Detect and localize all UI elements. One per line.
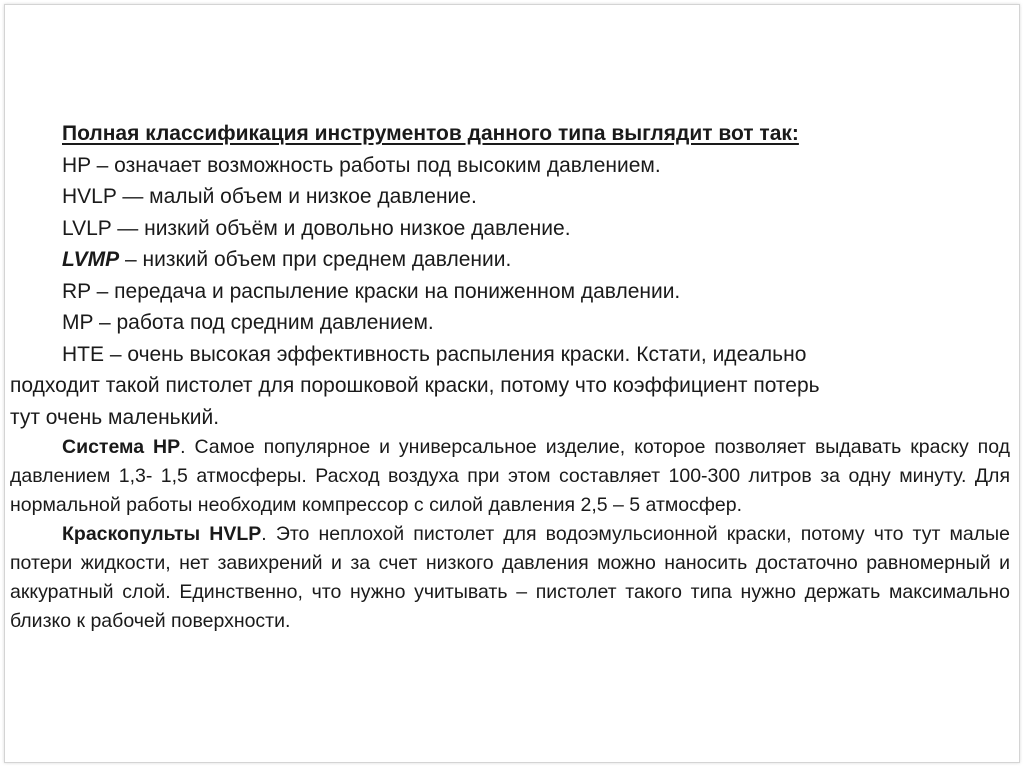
- list-item-text: – низкий объем при среднем давлении.: [119, 248, 512, 271]
- list-item-rp: [10, 276, 1010, 308]
- list-item-hvlp: [10, 181, 1010, 213]
- paragraph-term: Система HP: [62, 436, 181, 458]
- slide-body: [10, 118, 1010, 636]
- paragraph-hp-system: [10, 433, 1010, 520]
- list-item-text: MP – работа под средним давлением.: [62, 311, 434, 334]
- hte-line-2: подходит такой пистолет для порошковой краски, потому что коэффициент потерь: [10, 374, 820, 397]
- list-item-text: RP – передача и распыление краски на пониженном давлении.: [62, 279, 681, 303]
- list-item-mp: [10, 307, 1010, 339]
- list-item-hp: [10, 150, 1010, 182]
- hte-line-1: HTE – очень высокая эффективность распыления краски. Кстати, идеально: [62, 342, 807, 366]
- heading: Полная классификация инструментов данного типа выглядит вот так:: [62, 122, 799, 145]
- list-item-term: LVMP: [62, 248, 120, 271]
- paragraph-hvlp: [10, 520, 1010, 636]
- list-item-text: HVLP — малый объем и низкое давление.: [62, 185, 477, 208]
- paragraph-term: Краскопульты HVLP: [62, 523, 262, 545]
- hte-line-3: тут очень маленький.: [10, 405, 220, 429]
- list-item-lvmp: [10, 244, 1010, 276]
- list-item-text: LVLP — низкий объём и довольно низкое давление.: [62, 216, 571, 240]
- paragraph-text: . Самое популярное и универсальное изделие, которое позволяет выдавать краску под давлением 1,3- 1,5 атмосферы. Расход воздуха при этом составляет 100-300 литров за одну минуту. Для нормальной работы необходим компрессор с силой давления 2,5 – 5 атмосфер.: [10, 436, 1010, 516]
- paragraph-text: . Это неплохой пистолет для водоэмульсионной краски, потому что тут малые потери жидкости, нет завихрений и за счет низкого давления можно наносить достаточно равномерный и аккуратный слой. Единственно, что нужно учитывать – пистолет такого типа нужно держать максимально близко к рабочей поверхности.: [10, 523, 1010, 632]
- list-item-text: HP – означает возможность работы под высоким давлением.: [62, 153, 661, 177]
- list-item-lvlp: [10, 213, 1010, 245]
